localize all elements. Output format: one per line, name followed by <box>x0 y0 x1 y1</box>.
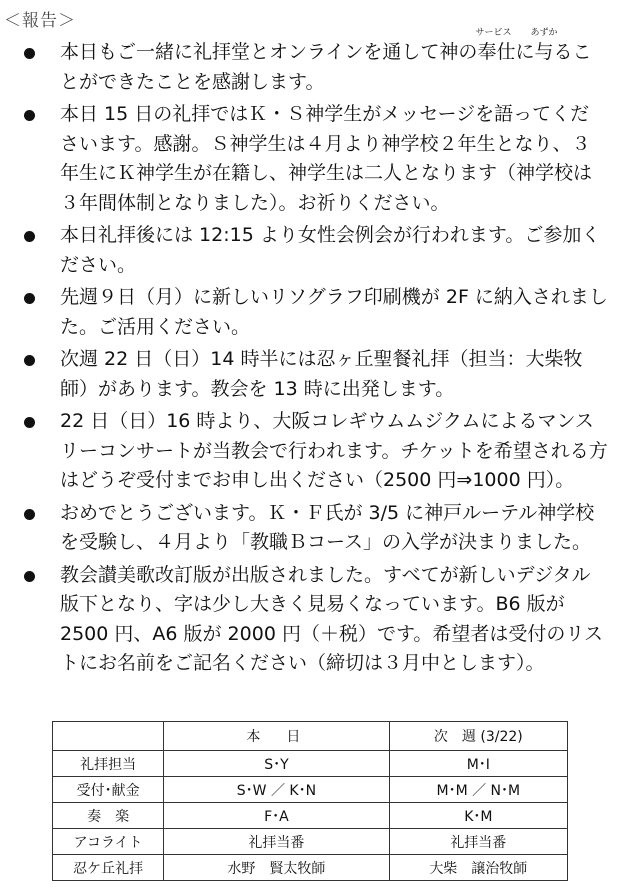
ruby-reading: サービス <box>475 28 512 38</box>
row-label: アコライト <box>53 829 164 855</box>
bullet-icon <box>24 509 35 520</box>
section-heading: ＜報告＞ <box>4 11 76 31</box>
table-header-row <box>53 722 568 751</box>
report-text: 本日礼拝後には 12:15 より女性会例会が行われます。ご参加ください。 <box>60 224 601 276</box>
today-cell: 水野 賢太牧師 <box>164 855 389 881</box>
row-label: 礼拝担当 <box>53 751 164 777</box>
duty-table <box>52 721 568 881</box>
bullet-icon <box>24 355 35 366</box>
report-text-part: 本日もご一緒に礼拝堂とオンラインを通して神の <box>60 41 478 63</box>
table-row <box>53 803 568 829</box>
today-cell: S･W ／ K･N <box>164 777 389 803</box>
today-cell: S･Y <box>164 751 389 777</box>
next-week-cell: M･I <box>389 751 567 777</box>
bullet-icon <box>24 48 35 59</box>
bullet-icon <box>24 293 35 304</box>
row-label: 奏 楽 <box>53 803 164 829</box>
list-item <box>0 499 622 558</box>
list-item <box>0 28 622 97</box>
bullet-icon <box>24 231 35 242</box>
next-week-cell: K･M <box>389 803 567 829</box>
ruby-base: 与 <box>534 41 554 63</box>
list-item <box>0 221 622 280</box>
report-text-part: に <box>515 41 535 63</box>
report-text: 本日 15 日の礼拝ではＫ・Ｓ神学生がメッセージを語ってくださいます。感謝。Ｓ神学生は４月より神学校２年生となり、３年生にＫ神学生が在籍し、神学生は二人となります（神学校は３年間体制となりました）。お祈りください。 <box>60 103 593 214</box>
list-item <box>0 561 622 679</box>
table-header-today: 本 日 <box>164 722 389 751</box>
next-week-cell: 礼拝当番 <box>389 829 567 855</box>
ruby-word <box>475 28 516 63</box>
list-item <box>0 100 622 218</box>
table-row <box>53 751 568 777</box>
table-row <box>53 855 568 881</box>
report-text: 22 日（日）16 時より、大阪コレギウムムジクムによるマンスリーコンサートが当教会で行われます。チケットを希望される方はどうぞ受付までお申し出ください（2500 円⇒1000 円）。 <box>60 410 608 491</box>
list-item <box>0 283 622 342</box>
table-header-next-week: 次 週 (3/22) <box>389 722 567 751</box>
report-list <box>0 28 622 682</box>
today-cell: 礼拝当番 <box>164 829 389 855</box>
table-header-blank <box>53 722 164 751</box>
next-week-cell: M･M ／ N･M <box>389 777 567 803</box>
table-row <box>53 829 568 855</box>
row-label: 忍ケ丘礼拝 <box>53 855 164 881</box>
list-item <box>0 345 622 404</box>
ruby-word <box>530 28 558 63</box>
list-item <box>0 407 622 496</box>
report-text: 次週 22 日（日）14 時半には忍ヶ丘聖餐礼拝（担当：大柴牧師）があります。教会を 13 時に出発します。 <box>60 348 583 400</box>
bullet-icon <box>24 110 35 121</box>
row-label: 受付･献金 <box>53 777 164 803</box>
report-text-part: ることができたことを感謝します。 <box>60 41 592 93</box>
next-week-cell: 大柴 譲治牧師 <box>389 855 567 881</box>
today-cell: F･A <box>164 803 389 829</box>
table-row <box>53 777 568 803</box>
ruby-base: 奉仕 <box>477 41 516 63</box>
ruby-reading: あずか <box>530 28 558 38</box>
bullet-icon <box>24 417 35 428</box>
report-text: 先週９日（月）に新しいリソグラフ印刷機が 2F に納入されました。ご活用ください。 <box>60 286 608 338</box>
bullet-icon <box>24 571 35 582</box>
report-text: 教会讃美歌改訂版が出版されました。すべてが新しいデジタル版下となり、字は少し大きく見易くなっています。B6 版が 2500 円、A6 版が 2000 円（＋税）です。希望者は受付のリストにお名前をご記名ください（締切は３月中とします）。 <box>60 563 604 674</box>
report-text: おめでとうございます。Ｋ・Ｆ氏が 3/5 に神戸ルーテル神学校を受験し、４月より「教職Ｂコース」の入学が決まりました。 <box>60 501 595 553</box>
